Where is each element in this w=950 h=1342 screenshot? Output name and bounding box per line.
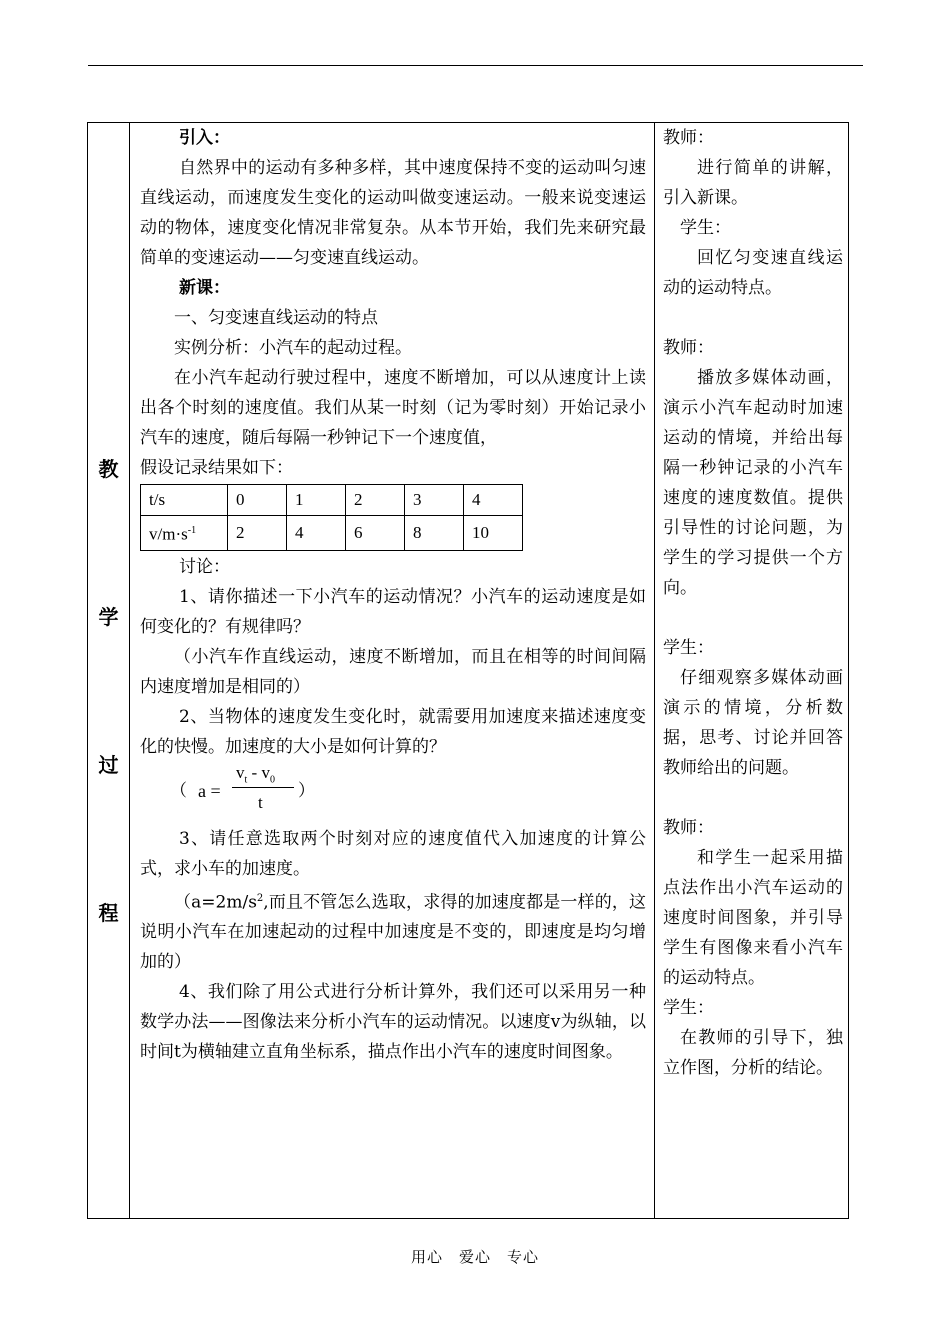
section-heading: 一、匀变速直线运动的特点	[174, 308, 378, 328]
numerator-v2: v	[261, 762, 270, 782]
question-1: 1、请你描述一下小汽车的运动情况？小汽车的运动速度是如何变化的？有规律吗？	[140, 586, 646, 637]
side-label-char-2: 学	[98, 605, 119, 629]
page-footer: 用心 爱心 专心	[410, 1248, 539, 1266]
student-label-1: 学生：	[680, 218, 731, 238]
side-label-char-4: 程	[98, 901, 119, 925]
table-cell: 0	[228, 485, 287, 516]
table-row	[141, 516, 523, 551]
student-note-2: 仔细观察多媒体动画演示的情境，分析数据，思考、讨论并回答教师给出的问题。	[663, 668, 843, 778]
table-cell: 3	[405, 485, 464, 516]
answer-3-rest: ,而且不管怎么选取，求得的加速度都是一样的，这说明小汽车在加速起动的过程中加速度是不变的，即速度是均匀增加的）	[140, 892, 646, 973]
side-label-char-1: 教	[98, 457, 119, 481]
student-label-2: 学生：	[663, 638, 714, 658]
question-3: 3、请任意选取两个时刻对应的速度值代入加速度的计算公式，求小车的加速度。	[140, 828, 646, 879]
question-4: 4、我们除了用公式进行分析计算外，我们还可以采用另一种数学办法——图像法来分析小汽车的运动情况。以速度v为纵轴，以时间t为横轴建立直角坐标系，描点作出小汽车的速度时间图象。	[140, 982, 646, 1063]
example-title: 实例分析：小汽车的起动过程。	[174, 338, 412, 358]
numerator-minus: -	[247, 762, 262, 782]
table-cell: 2	[228, 516, 287, 551]
fraction-bar	[232, 787, 294, 788]
table-cell: 8	[405, 516, 464, 551]
numerator-sub-0: 0	[269, 774, 275, 786]
formula-left-paren: （	[170, 780, 187, 800]
numerator-sub-t: t	[244, 774, 248, 786]
teacher-label-3: 教师：	[663, 818, 714, 838]
activity-column	[663, 123, 843, 1083]
header-rule	[88, 65, 863, 66]
table-cell: 10	[464, 516, 523, 551]
column-divider-right	[654, 123, 655, 1218]
unit-exponent: -1	[187, 525, 197, 536]
assume-text: 假设记录结果如下：	[140, 458, 293, 478]
table-cell	[141, 516, 228, 551]
table-cell: t/s	[141, 485, 228, 516]
formula-lhs: a =	[198, 780, 221, 801]
side-label-char-3: 过	[98, 753, 119, 777]
column-divider-left	[129, 123, 130, 1218]
table-cell: 1	[287, 485, 346, 516]
teacher-note-3: 和学生一起采用描点法作出小汽车运动的速度时间图象，并引导学生有图像来看小汽车的运动特点。	[663, 848, 843, 988]
student-note-1: 回忆匀变速直线运动的运动特点。	[663, 248, 843, 298]
table-cell: 4	[464, 485, 523, 516]
unit-label: v/m·s	[149, 524, 188, 544]
table-cell: 2	[346, 485, 405, 516]
lesson-table	[87, 122, 849, 1219]
example-text: 在小汽车起动行驶过程中，速度不断增加，可以从速度计上读出各个时刻的速度值。我们从某一时刻（记为零时刻）开始记录小汽车的速度，随后每隔一秒钟记下一个速度值，	[140, 368, 646, 448]
answer-1: （小汽车作直线运动，速度不断增加，而且在相等的时间间隔内速度增加是相同的）	[140, 646, 646, 697]
intro-text: 自然界中的运动有多种多样，其中速度保持不变的运动叫匀速直线运动，而速度发生变化的运动叫做变速运动。一般来说变速运动的物体，速度变化情况非常复杂。从本节开始，我们先来研究最简单的变速运动——匀变速直线运动。	[140, 158, 646, 268]
answer-3-exponent: 2	[256, 892, 264, 904]
formula-right-paren: ）	[298, 780, 315, 800]
table-cell: 4	[287, 516, 346, 551]
velocity-data-table	[140, 484, 523, 551]
table-cell: 6	[346, 516, 405, 551]
student-label-3: 学生：	[663, 998, 714, 1018]
teacher-label-2: 教师：	[663, 338, 714, 358]
teacher-note-2: 播放多媒体动画，演示小汽车起动时加速运动的情境，并给出每隔一秒钟记录的小汽车速度的速度数值。提供引导性的讨论问题，为学生的学习提供一个方向。	[663, 368, 843, 598]
acceleration-formula	[140, 762, 646, 824]
student-note-3: 在教师的引导下，独立作图，分析的结论。	[663, 1028, 843, 1078]
new-lesson-heading: 新课：	[179, 278, 230, 298]
table-row	[141, 485, 523, 516]
answer-3-start: （a=2m/s	[174, 892, 257, 913]
numerator-v1: v	[236, 762, 245, 782]
question-2: 2、当物体的速度发生变化时，就需要用加速度来描述速度变化的快慢。加速度的大小是如何计算的？	[140, 706, 646, 757]
answer-3	[140, 884, 646, 978]
main-content	[140, 123, 646, 1067]
teacher-label-1: 教师：	[663, 128, 714, 148]
formula-denominator: t	[258, 792, 263, 812]
discussion-heading: 讨论：	[179, 556, 230, 577]
intro-heading: 引入：	[179, 128, 230, 148]
teacher-note-1: 进行简单的讲解，引入新课。	[663, 158, 843, 208]
